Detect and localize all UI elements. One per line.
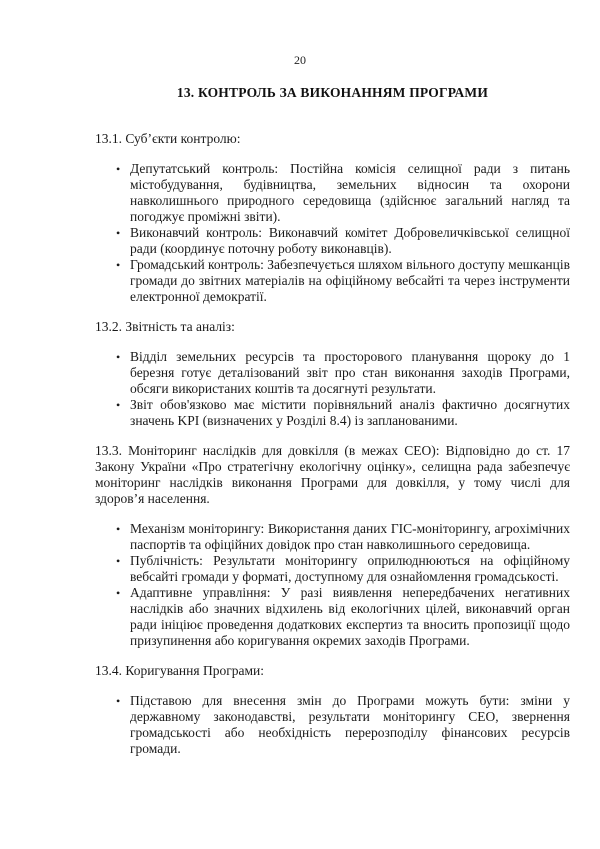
bullet-icon: •: [116, 586, 121, 600]
list-item-text: Публічність: Результати моніторингу оприлюднюються на офіційному вебсайті громади у форматі, доступному для ознайомлення громадськості.: [130, 553, 570, 584]
bullet-icon: •: [116, 226, 121, 240]
list-item-text: Механізм моніторингу: Використання даних ГІС-моніторингу, агрохімічних паспортів та офіційних довідок про стан навколишнього середовища.: [130, 521, 570, 552]
bullet-icon: •: [116, 350, 121, 364]
bullet-icon: •: [116, 522, 121, 536]
section-heading-13-1: 13.1. Суб’єкти контролю:: [95, 131, 241, 146]
list-item-text: Звіт обов'язково має містити порівняльний аналіз фактично досягнутих значень KPI (визначених у Розділі 8.4) із запланованими.: [130, 397, 570, 428]
list-item-text: Відділ земельних ресурсів та просторового планування щороку до 1 березня готує деталізований звіт про стан виконання заходів Програми, обсяги використаних коштів та досягнуті результати.: [130, 349, 570, 396]
section-heading-13-2: 13.2. Звітність та аналіз:: [95, 319, 235, 334]
list-item-text: Депутатський контроль: Постійна комісія селищної ради з питань містобудування, будівництва, земельних відносин та охорони навколишнього природного середовища (здійснює загальний нагляд та погоджує проміжні звіти).: [130, 161, 570, 224]
list-item: [95, 585, 570, 649]
bullet-list-13-2: [95, 349, 570, 429]
list-item-text: Адаптивне управління: У разі виявлення непередбачених негативних наслідків або значних відхилень від екологічних цілей, виконавчий орган ради ініціює проведення додаткових експертиз та вносить пропозиції щодо призупинення або коригування окремих заходів Програми.: [130, 585, 570, 648]
list-item: [95, 553, 570, 585]
list-item: [95, 225, 570, 257]
list-item: [95, 693, 570, 757]
bullet-list-13-1: [95, 161, 570, 305]
bullet-icon: •: [116, 694, 121, 708]
list-item: [95, 257, 570, 305]
list-item-text: Підставою для внесення змін до Програми можуть бути: зміни у державному законодавстві, результати моніторингу СЕО, звернення громадськості або необхідність перерозподілу фінансових ресурсів громади.: [130, 693, 570, 756]
bullet-list-13-3: [95, 521, 570, 649]
bullet-icon: •: [116, 162, 121, 176]
list-item: [95, 521, 570, 553]
list-item: [95, 397, 570, 429]
list-item: [95, 161, 570, 225]
page-number: 20: [294, 53, 306, 67]
list-item-text: Громадський контроль: Забезпечується шляхом вільного доступу мешканців громади до звітних матеріалів на офіційному вебсайті та через інструменти електронної демократії.: [130, 257, 571, 304]
section-heading-13-3: 13.3. Моніторинг наслідків для довкілля (в межах СЕО): Відповідно до ст. 17 Закону України «Про стратегічну екологічну оцінку», селищна рада забезпечує моніторинг наслідків виконання Програми для довкілля, у тому числі для здоров’я населення.: [95, 443, 570, 506]
list-item-text: Виконавчий контроль: Виконавчий комітет Добровеличківської селищної ради (координує поточну роботу виконавців).: [130, 225, 570, 256]
document-title: 13. КОНТРОЛЬ ЗА ВИКОНАННЯМ ПРОГРАМИ: [176, 85, 489, 100]
section-heading-13-4: 13.4. Коригування Програми:: [95, 663, 264, 678]
list-item: [95, 349, 570, 397]
bullet-icon: •: [116, 258, 121, 272]
page-content: [95, 85, 570, 757]
bullet-list-13-4: [95, 693, 570, 757]
bullet-icon: •: [116, 398, 121, 412]
bullet-icon: •: [116, 554, 121, 568]
